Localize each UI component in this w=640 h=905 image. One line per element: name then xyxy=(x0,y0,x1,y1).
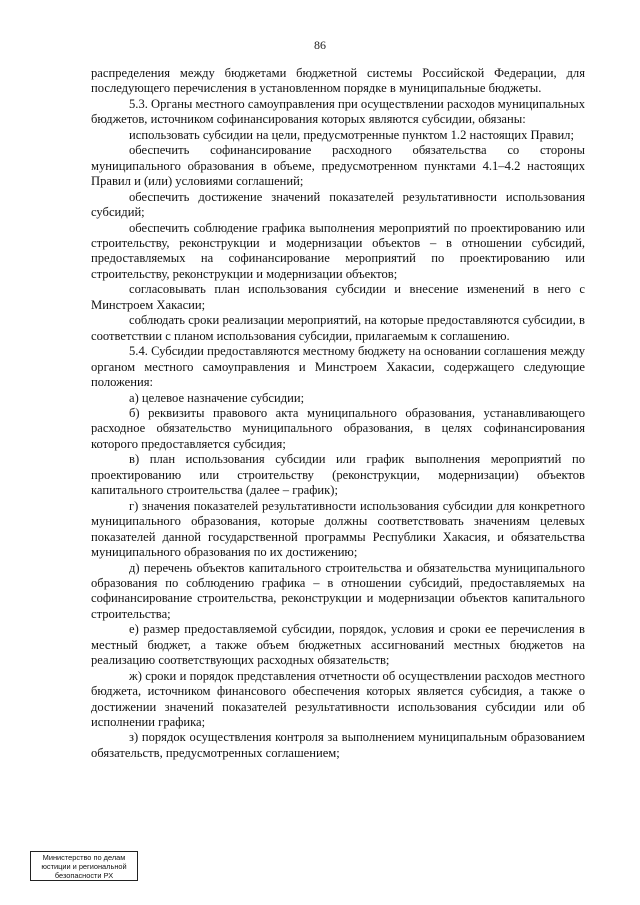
stamp-line: юстиции и региональной xyxy=(41,862,127,871)
list-item-zh: ж) сроки и порядок представления отчетности об осуществлении расходов местного бюджета, источником финансового обеспечения которых является субсидия, а также о достижении значений показателей результативности использования субсидии или об исполнении графика; xyxy=(91,668,585,730)
paragraph-obligation: обеспечить соблюдение графика выполнения мероприятий по проектированию или строительству, реконструкции и модернизации объектов – в отношении субсидий, предоставляемых на софинансирование мероприятий по проектированию или строительству, реконструкции и модернизации объектов; xyxy=(91,220,585,281)
paragraph-5-4: 5.4. Субсидии предоставляются местному бюджету на основании соглашения между органом местного самоуправления и Минстроем Хакасии, содержащего следующие положения: xyxy=(91,344,585,390)
paragraph-obligation: использовать субсидии на цели, предусмотренные пунктом 1.2 настоящих Правил; xyxy=(129,127,574,142)
stamp-line: безопасности РХ xyxy=(54,871,114,880)
list-item-g: г) значения показателей результативности использования субсидии для конкретного муниципального образования, которые должны соответствовать значениям целевых показателей данной государственной программы Республики Хакасия, и обязательства муниципального образования по их достижению; xyxy=(91,498,585,560)
list-item-v: в) план использования субсидии или график выполнения мероприятий по проектированию или строительству (реконструкции, модернизации) объектов капитального строительства (далее – график); xyxy=(91,452,585,498)
paragraph-obligation: соблюдать сроки реализации мероприятий, на которые предоставляются субсидии, в соответствии с планом использования субсидии, прилагаемым к соглашению. xyxy=(91,313,585,343)
list-item-e: е) размер предоставляемой субсидии, порядок, условия и сроки ее перечисления в местный бюджет, а также объем бюджетных ассигнований местных бюджетов на реализацию соответствующих расходных обязательств; xyxy=(91,622,585,668)
body-text xyxy=(91,66,585,761)
list-item-d: д) перечень объектов капитального строительства и обязательства муниципального образования по соблюдению графика – в отношении субсидий, предоставляемых на софинансирование строительства, реконструкции и модернизации объектов капитального строительства; xyxy=(91,560,585,621)
ministry-stamp xyxy=(30,851,138,881)
paragraph-5-3: 5.3. Органы местного самоуправления при осуществлении расходов муниципальных бюджетов, источником софинансирования которых являются субсидии, обязаны: xyxy=(91,96,585,127)
list-item-a: а) целевое назначение субсидии; xyxy=(129,390,305,405)
page-number: 86 xyxy=(314,38,326,52)
paragraph-obligation: согласовывать план использования субсидии и внесение изменений в него с Минстроем Хакасии; xyxy=(91,282,585,312)
paragraph-obligation: обеспечить достижение значений показателей результативности использования субсидий; xyxy=(91,189,585,220)
paragraph-continuation: распределения между бюджетами бюджетной системы Российской Федерации, для последующего перечисления в установленном порядке в муниципальные бюджеты. xyxy=(91,66,585,96)
list-item-z: з) порядок осуществления контроля за выполнением муниципальным образованием обязательств, предусмотренных соглашением; xyxy=(91,730,585,760)
list-item-b: б) реквизиты правового акта муниципального образования, устанавливающего расходное обязательство муниципального образования, в целях софинансирования которого предоставляется субсидия; xyxy=(91,405,585,451)
paragraph-obligation: обеспечить софинансирование расходного обязательства со стороны муниципального образования в объеме, предусмотренном пунктами 4.1–4.2 настоящих Правил и (или) условиями соглашений; xyxy=(91,143,585,189)
stamp-line: Министерство по делам xyxy=(42,853,126,862)
